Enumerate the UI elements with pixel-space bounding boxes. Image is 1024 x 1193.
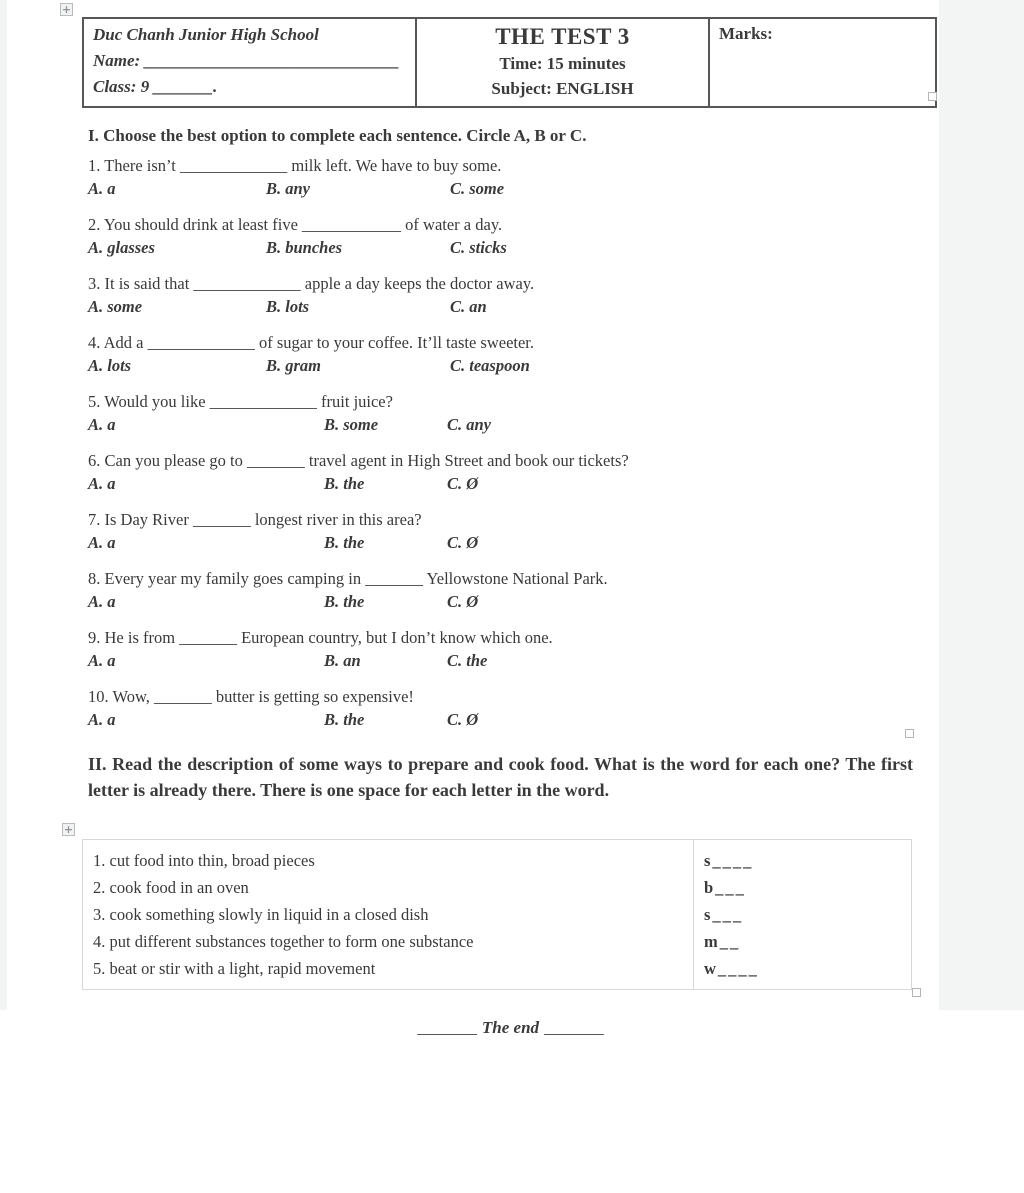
question-options — [88, 295, 933, 318]
question-5 — [88, 390, 933, 436]
description-item: 4. put different substances together to form one substance — [93, 932, 474, 951]
question-text: 10. Wow, _______ butter is getting so expensive! — [88, 687, 414, 706]
option-a: A. a — [88, 474, 116, 493]
descriptions-cell — [83, 840, 694, 990]
page-margin-right — [939, 0, 1024, 1010]
marks-label: Marks: — [719, 24, 773, 43]
end-underline-left: _______ — [417, 1018, 477, 1037]
option-a: A. a — [88, 533, 116, 552]
question-3 — [88, 272, 933, 318]
question-text: 9. He is from _______ European country, but I don’t know which one. — [88, 628, 553, 647]
question-text: 3. It is said that _____________ apple a day keeps the doctor away. — [88, 274, 535, 293]
class-blank-line: Class: 9 _______. — [93, 77, 218, 96]
option-b: B. any — [266, 179, 311, 198]
option-c: C. Ø — [447, 533, 479, 552]
answer-hint: m__ — [704, 932, 741, 951]
option-b: B. gram — [266, 356, 322, 375]
question-text: 2. You should drink at least five ____________ of water a day. — [88, 215, 503, 234]
option-c: C. any — [447, 415, 492, 434]
question-7 — [88, 508, 933, 554]
question-options — [88, 177, 933, 200]
option-c: C. Ø — [447, 474, 479, 493]
option-c: C. teaspoon — [450, 356, 530, 375]
description-item: 1. cut food into thin, broad pieces — [93, 851, 315, 870]
question-4 — [88, 331, 933, 377]
option-b: B. bunches — [266, 238, 343, 257]
option-c: C. sticks — [450, 238, 507, 257]
option-a: A. a — [88, 179, 116, 198]
description-item: 2. cook food in an oven — [93, 878, 249, 897]
option-a: A. a — [88, 415, 116, 434]
option-b: B. some — [324, 415, 379, 434]
option-c: C. Ø — [447, 592, 479, 611]
header-school-cell — [83, 18, 416, 107]
answer-hint: s___ — [704, 905, 744, 924]
section2-table-wrap — [63, 823, 912, 990]
end-of-test-line — [88, 1018, 933, 1038]
header-title-cell — [416, 18, 709, 107]
question-text: 7. Is Day River _______ longest river in this area? — [88, 510, 422, 529]
question-text: 8. Every year my family goes camping in _______ Yellowstone National Park. — [88, 569, 608, 588]
end-label: The end — [481, 1018, 540, 1037]
question-1 — [88, 154, 933, 200]
option-a: A. a — [88, 710, 116, 729]
description-item: 5. beat or stir with a light, rapid movement — [93, 959, 376, 978]
test-subject: Subject: ENGLISH — [491, 79, 634, 98]
object-anchor-icon: + — [61, 3, 72, 16]
question-options — [88, 531, 933, 554]
object-anchor-icon: + — [63, 823, 74, 836]
question-options — [88, 472, 933, 495]
option-c: C. an — [450, 297, 487, 316]
option-a: A. lots — [88, 356, 132, 375]
option-a: A. a — [88, 592, 116, 611]
test-title: THE TEST 3 — [495, 24, 630, 49]
question-8 — [88, 567, 933, 613]
option-c: C. some — [450, 179, 505, 198]
option-b: B. the — [324, 474, 365, 493]
question-options — [88, 236, 933, 259]
worksheet-body — [63, 124, 933, 1055]
question-options — [88, 708, 933, 731]
resize-handle — [928, 92, 937, 101]
option-b: B. the — [324, 710, 365, 729]
test-time: Time: 15 minutes — [499, 54, 626, 73]
question-text: 5. Would you like _____________ fruit juice? — [88, 392, 393, 411]
question-2 — [88, 213, 933, 259]
section1-title: I. Choose the best option to complete each sentence. Circle A, B or C. — [88, 126, 587, 145]
question-options — [88, 590, 933, 613]
option-a: A. glasses — [88, 238, 155, 257]
answer-hint: w____ — [704, 959, 759, 978]
question-text: 1. There isn’t _____________ milk left. We have to buy some. — [88, 156, 502, 175]
description-item: 3. cook something slowly in liquid in a closed dish — [93, 905, 429, 924]
header-table — [82, 17, 937, 108]
question-6 — [88, 449, 933, 495]
school-name: Duc Chanh Junior High School — [93, 25, 319, 44]
option-c: C. Ø — [447, 710, 479, 729]
page-margin-left — [0, 0, 7, 1010]
answer-hint: b___ — [704, 878, 746, 897]
resize-handle — [912, 988, 921, 997]
question-text: 4. Add a _____________ of sugar to your coffee. It’ll taste sweeter. — [88, 333, 535, 352]
option-a: A. a — [88, 651, 116, 670]
question-9 — [88, 626, 933, 672]
option-c: C. the — [447, 651, 488, 670]
option-b: B. lots — [266, 297, 310, 316]
question-options — [88, 354, 933, 377]
option-b: B. an — [324, 651, 361, 670]
question-options — [88, 413, 933, 436]
option-a: A. some — [88, 297, 143, 316]
option-b: B. the — [324, 533, 365, 552]
answers-cell — [694, 840, 912, 990]
option-b: B. the — [324, 592, 365, 611]
end-underline-right: _______ — [544, 1018, 604, 1037]
question-10 — [88, 685, 933, 731]
cooking-words-table — [82, 839, 912, 990]
name-blank-line: Name: ______________________________ — [93, 51, 400, 70]
header-marks-cell — [709, 18, 936, 107]
section2-title: II. Read the description of some ways to prepare and cook food. What is the word for each one? The first letter is already there. There is one space for each letter in the word. — [88, 754, 913, 800]
answer-hint: s____ — [704, 851, 754, 870]
question-text: 6. Can you please go to _______ travel agent in High Street and book our tickets? — [88, 451, 629, 470]
question-options — [88, 649, 933, 672]
